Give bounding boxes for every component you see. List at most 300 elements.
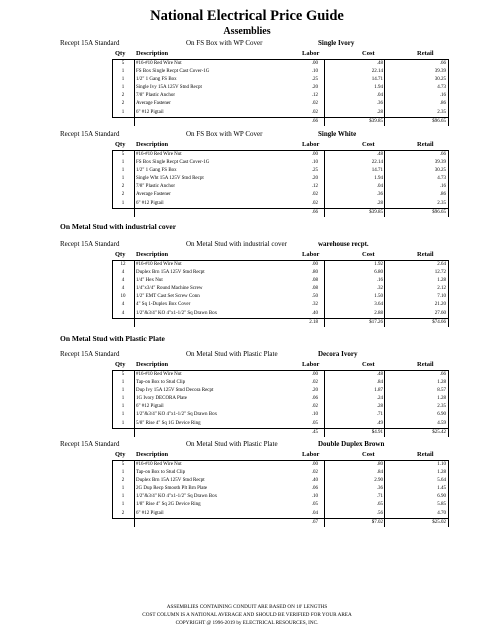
column-header-description: Description bbox=[136, 141, 169, 148]
labor-cell: .25 bbox=[311, 168, 318, 174]
labor-cell: .08 bbox=[311, 278, 318, 284]
qty-cell: 4 bbox=[121, 286, 125, 292]
table-row bbox=[112, 159, 449, 167]
table-header bbox=[112, 361, 449, 371]
cost-cell: .36 bbox=[376, 486, 383, 492]
column-header-retail: Retail bbox=[417, 141, 434, 148]
description-cell: 7/8" Plastic Anchor bbox=[136, 93, 175, 99]
qty-cell: 1 bbox=[121, 404, 125, 410]
column-header-labor: Labor bbox=[302, 361, 320, 368]
retail-cell: 2.12 bbox=[437, 286, 446, 292]
labor-cell: .80 bbox=[311, 270, 318, 276]
retail-cell: 5.64 bbox=[437, 478, 446, 484]
device-color: Single Ivory bbox=[318, 39, 355, 47]
qty-cell: 4 bbox=[121, 302, 125, 308]
table-row bbox=[112, 200, 449, 208]
cost-cell: 2.88 bbox=[374, 310, 383, 316]
table-row bbox=[112, 60, 449, 68]
column-divider bbox=[134, 60, 135, 126]
labor-cell: .10 bbox=[311, 160, 318, 166]
assembly-table bbox=[112, 50, 449, 126]
table-header bbox=[112, 50, 449, 60]
labor-cell: .00 bbox=[311, 61, 318, 66]
column-divider bbox=[384, 371, 385, 437]
cost-cell: .32 bbox=[376, 286, 383, 292]
column-header-qty: Qty bbox=[115, 50, 126, 57]
labor-total: 2.18 bbox=[309, 319, 318, 325]
column-header-cost: Cost bbox=[362, 451, 375, 458]
labor-cell: .25 bbox=[311, 77, 318, 83]
labor-cell: .12 bbox=[311, 93, 318, 99]
qty-cell: 2 bbox=[121, 93, 125, 99]
table-row bbox=[112, 501, 449, 509]
cost-cell: 1.94 bbox=[374, 176, 383, 182]
page-subtitle: Assemblies bbox=[223, 26, 271, 37]
column-divider bbox=[324, 151, 325, 217]
labor-total: .66 bbox=[311, 209, 318, 215]
column-divider bbox=[384, 60, 385, 126]
table-row bbox=[112, 109, 449, 117]
cost-cell: .04 bbox=[376, 93, 383, 99]
cost-cell: 3.64 bbox=[374, 302, 383, 308]
table-row bbox=[112, 371, 449, 379]
retail-cell: 4.70 bbox=[437, 510, 446, 516]
qty-cell: 10 bbox=[120, 294, 126, 300]
table-row bbox=[112, 420, 449, 428]
description-cell: 6" #12 Pigtail bbox=[136, 109, 164, 115]
description-cell: 6" #12 Pigtail bbox=[136, 200, 164, 206]
labor-cell: .02 bbox=[311, 380, 318, 386]
column-header-cost: Cost bbox=[362, 141, 375, 148]
assembly-table bbox=[112, 361, 449, 437]
retail-cell: 6.90 bbox=[437, 494, 446, 500]
device-color: warehouse recpt. bbox=[318, 240, 369, 248]
cost-total: $4.91 bbox=[371, 429, 383, 435]
labor-cell: .00 bbox=[311, 152, 318, 157]
column-divider bbox=[384, 151, 385, 217]
cost-cell: .28 bbox=[376, 404, 383, 410]
cost-cell: .36 bbox=[376, 192, 383, 198]
description-cell: 1/2" 1 Gang FS Box bbox=[136, 77, 177, 83]
description-cell: 1/2"&3/4" KO 4"x1-1/2" Sq Drawn Box bbox=[136, 310, 218, 316]
table-row bbox=[112, 84, 449, 92]
qty-cell: 2 bbox=[121, 101, 125, 107]
table-row bbox=[112, 269, 449, 277]
labor-cell: .06 bbox=[311, 486, 318, 492]
labor-cell: .04 bbox=[311, 510, 318, 516]
qty-cell: 1 bbox=[121, 85, 125, 91]
cost-cell: .16 bbox=[376, 278, 383, 284]
qty-cell: 1 bbox=[121, 109, 125, 115]
assembly-table bbox=[112, 141, 449, 217]
cost-cell: .49 bbox=[376, 420, 383, 426]
labor-cell: .40 bbox=[311, 310, 318, 316]
column-divider bbox=[448, 60, 449, 126]
retail-cell: .86 bbox=[439, 101, 446, 107]
qty-cell: 1 bbox=[121, 494, 125, 500]
description-cell: 1/2" EMT Cast Set Screw Conn bbox=[136, 294, 200, 300]
column-header-retail: Retail bbox=[417, 451, 434, 458]
table-body bbox=[112, 461, 449, 518]
table-body bbox=[112, 151, 449, 208]
retail-total: $25.42 bbox=[432, 429, 446, 435]
table-row bbox=[112, 175, 449, 183]
cost-cell: 1.94 bbox=[374, 85, 383, 91]
description-cell: Tap-on Box to Stud Clip bbox=[136, 380, 186, 386]
column-header-qty: Qty bbox=[115, 251, 126, 258]
cost-cell: .48 bbox=[376, 152, 383, 157]
retail-cell: 2.35 bbox=[437, 109, 446, 115]
cost-cell: .84 bbox=[376, 380, 383, 386]
column-divider bbox=[134, 461, 135, 527]
section-title: On Metal Stud with industrial cover bbox=[60, 222, 177, 231]
table-row bbox=[112, 68, 449, 76]
retail-cell: 27.60 bbox=[434, 310, 446, 316]
table-row bbox=[112, 461, 449, 469]
column-header-labor: Labor bbox=[302, 451, 320, 458]
cost-cell: 1.87 bbox=[374, 388, 383, 394]
qty-cell: 4 bbox=[121, 278, 125, 284]
table-header bbox=[112, 251, 449, 261]
retail-cell: 5.85 bbox=[437, 502, 446, 508]
table-row bbox=[112, 183, 449, 191]
device-color: Single White bbox=[318, 130, 357, 138]
labor-cell: .02 bbox=[311, 200, 318, 206]
labor-cell: .10 bbox=[311, 69, 318, 75]
cost-total: $17.26 bbox=[369, 319, 383, 325]
column-divider bbox=[448, 371, 449, 437]
retail-cell: 7.10 bbox=[437, 294, 446, 300]
device-color: Double Duplex Brown bbox=[318, 440, 385, 448]
table-row bbox=[112, 411, 449, 419]
description-cell: 1/2"&3/4" KO 4"x1-1/2" Sq Drawn Box bbox=[136, 494, 218, 500]
cost-total: $7.02 bbox=[371, 519, 383, 525]
receptacle-type: Recept 15A Standard bbox=[60, 440, 120, 448]
totals-row bbox=[112, 518, 449, 527]
labor-cell: .02 bbox=[311, 470, 318, 476]
table-body bbox=[112, 371, 449, 428]
retail-cell: 2.64 bbox=[437, 262, 446, 267]
column-header-retail: Retail bbox=[417, 251, 434, 258]
retail-total: $96.65 bbox=[432, 209, 446, 215]
qty-cell: 5 bbox=[121, 152, 125, 157]
table-row bbox=[112, 100, 449, 108]
labor-cell: .05 bbox=[311, 420, 318, 426]
column-divider bbox=[112, 151, 113, 208]
retail-cell: 4.73 bbox=[437, 85, 446, 91]
retail-cell: 39.39 bbox=[434, 160, 446, 166]
cost-cell: .71 bbox=[376, 412, 383, 418]
column-header-retail: Retail bbox=[417, 361, 434, 368]
totals-row bbox=[112, 428, 449, 437]
cost-cell: .24 bbox=[376, 396, 383, 402]
qty-cell: 1 bbox=[121, 69, 125, 75]
retail-cell: .86 bbox=[439, 192, 446, 198]
cost-cell: .56 bbox=[376, 510, 383, 516]
labor-cell: .02 bbox=[311, 192, 318, 198]
labor-cell: .02 bbox=[311, 404, 318, 410]
column-header-description: Description bbox=[136, 451, 169, 458]
labor-cell: .08 bbox=[311, 286, 318, 292]
qty-cell: 1 bbox=[121, 388, 125, 394]
description-cell: Single Wht 15A 125V Stnd Recpt bbox=[136, 176, 204, 182]
footer-line-2: COST COLUMN IS A NATIONAL AVERAGE AND SHOULD BE VERIFIED FOR YOUR AREA bbox=[142, 612, 352, 618]
description-cell: 2G Dup Recp Smooth Plt Brn Plate bbox=[136, 486, 208, 492]
retail-cell: 2.35 bbox=[437, 404, 446, 410]
mounting-type: On FS Box with WP Cover bbox=[186, 130, 263, 138]
table-header bbox=[112, 451, 449, 461]
qty-cell: 4 bbox=[121, 310, 125, 316]
cost-cell: .36 bbox=[376, 101, 383, 107]
qty-cell: 2 bbox=[121, 478, 125, 484]
description-cell: #16-#10 Red Wire Nut bbox=[136, 462, 182, 467]
column-divider bbox=[112, 461, 113, 518]
assembly-table bbox=[112, 451, 449, 527]
cost-cell: .84 bbox=[376, 470, 383, 476]
retail-cell: 12.72 bbox=[434, 270, 446, 276]
labor-cell: .02 bbox=[311, 109, 318, 115]
retail-cell: 30.25 bbox=[434, 77, 446, 83]
cost-cell: 6.80 bbox=[374, 270, 383, 276]
section-title: On Metal Stud with Plastic Plate bbox=[60, 334, 165, 343]
cost-cell: 1.92 bbox=[374, 262, 383, 267]
labor-cell: .10 bbox=[311, 412, 318, 418]
retail-cell: 21.20 bbox=[434, 302, 446, 308]
labor-cell: .20 bbox=[311, 388, 318, 394]
table-row bbox=[112, 469, 449, 477]
cost-cell: 1.50 bbox=[374, 294, 383, 300]
column-header-cost: Cost bbox=[362, 361, 375, 368]
labor-cell: .05 bbox=[311, 502, 318, 508]
cost-cell: .71 bbox=[376, 494, 383, 500]
retail-cell: 2.35 bbox=[437, 200, 446, 206]
description-cell: 4" Sq 1-Duplex Box Cover bbox=[136, 302, 191, 308]
table-row bbox=[112, 76, 449, 84]
qty-cell: 1 bbox=[121, 176, 125, 182]
table-row bbox=[112, 477, 449, 485]
mounting-type: On Metal Stud with Plastic Plate bbox=[186, 350, 278, 358]
description-cell: #16-#10 Red Wire Nut bbox=[136, 61, 182, 66]
retail-cell: 8.57 bbox=[437, 388, 446, 394]
totals-row bbox=[112, 117, 449, 126]
description-cell: 1/2" 1 Gang FS Box bbox=[136, 168, 177, 174]
column-divider bbox=[134, 151, 135, 217]
table-row bbox=[112, 261, 449, 269]
labor-cell: .06 bbox=[311, 396, 318, 402]
description-cell: 5/8" Rise 4" Sq 1G Device Ring bbox=[136, 420, 201, 426]
table-row bbox=[112, 403, 449, 411]
description-cell: Dup Ivy 15A 125V Stnd Decora Recpt bbox=[136, 388, 214, 394]
description-cell: 1/2"&3/4" KO 4"x1-1/2" Sq Drawn Box bbox=[136, 412, 218, 418]
retail-total: $74.66 bbox=[432, 319, 446, 325]
cost-cell: 2.90 bbox=[374, 478, 383, 484]
column-header-qty: Qty bbox=[115, 451, 126, 458]
receptacle-type: Recept 15A Standard bbox=[60, 350, 120, 358]
retail-cell: 6.90 bbox=[437, 412, 446, 418]
column-divider bbox=[448, 461, 449, 527]
column-header-cost: Cost bbox=[362, 251, 375, 258]
column-divider bbox=[324, 261, 325, 327]
labor-cell: .40 bbox=[311, 478, 318, 484]
description-cell: Duplex Brn 15A 125V Stnd Recpt bbox=[136, 478, 205, 484]
column-header-description: Description bbox=[136, 50, 169, 57]
retail-cell: 1.10 bbox=[437, 462, 446, 467]
description-cell: Duplex Brn 15A 125V Stnd Recpt bbox=[136, 270, 205, 276]
cost-total: $39.85 bbox=[369, 209, 383, 215]
table-row bbox=[112, 285, 449, 293]
retail-cell: .66 bbox=[439, 61, 446, 66]
labor-cell: .10 bbox=[311, 494, 318, 500]
column-divider bbox=[112, 261, 113, 318]
qty-cell: 1 bbox=[121, 77, 125, 83]
qty-cell: 1 bbox=[121, 502, 125, 508]
retail-total: $25.02 bbox=[432, 519, 446, 525]
labor-cell: .32 bbox=[311, 302, 318, 308]
table-row bbox=[112, 493, 449, 501]
qty-cell: 1 bbox=[121, 470, 125, 476]
column-header-description: Description bbox=[136, 361, 169, 368]
labor-cell: .00 bbox=[311, 372, 318, 377]
column-header-description: Description bbox=[136, 251, 169, 258]
qty-cell: 1 bbox=[121, 420, 125, 426]
description-cell: 1/4" Hex Nut bbox=[136, 278, 163, 284]
column-divider bbox=[324, 371, 325, 437]
column-header-retail: Retail bbox=[417, 50, 434, 57]
column-divider bbox=[112, 371, 113, 428]
description-cell: Single Ivy 15A 125V Stnd Recpt bbox=[136, 85, 202, 91]
description-cell: #16-#10 Red Wire Nut bbox=[136, 152, 182, 157]
cost-cell: .28 bbox=[376, 200, 383, 206]
mounting-type: On Metal Stud with industrial cover bbox=[186, 240, 287, 248]
qty-cell: 1 bbox=[121, 160, 125, 166]
column-divider bbox=[134, 371, 135, 437]
column-divider bbox=[384, 261, 385, 327]
labor-cell: .00 bbox=[311, 262, 318, 267]
labor-cell: .20 bbox=[311, 85, 318, 91]
labor-total: .66 bbox=[311, 118, 318, 124]
cost-cell: .04 bbox=[376, 184, 383, 190]
retail-cell: 1.28 bbox=[437, 278, 446, 284]
description-cell: FS Box Single Recpt Cast Cover-1G bbox=[136, 69, 210, 75]
cost-total: $39.85 bbox=[369, 118, 383, 124]
description-cell: Average Fastener bbox=[136, 101, 171, 107]
column-divider bbox=[134, 261, 135, 327]
cost-cell: .48 bbox=[376, 372, 383, 377]
column-header-labor: Labor bbox=[302, 251, 320, 258]
receptacle-type: Recept 15A Standard bbox=[60, 39, 120, 47]
table-row bbox=[112, 310, 449, 318]
table-body bbox=[112, 60, 449, 117]
column-header-qty: Qty bbox=[115, 141, 126, 148]
retail-cell: 1.28 bbox=[437, 380, 446, 386]
qty-cell: 1 bbox=[121, 200, 125, 206]
retail-cell: .16 bbox=[439, 184, 446, 190]
cost-cell: 22.14 bbox=[371, 69, 383, 75]
cost-cell: .28 bbox=[376, 109, 383, 115]
description-cell: 1/8" Rise 4" Sq 2G Device Ring bbox=[136, 502, 201, 508]
description-cell: FS Box Single Recpt Cast Cover-1G bbox=[136, 160, 210, 166]
column-header-cost: Cost bbox=[362, 50, 375, 57]
retail-cell: .66 bbox=[439, 372, 446, 377]
column-divider bbox=[112, 60, 113, 117]
labor-total: .67 bbox=[311, 519, 318, 525]
labor-cell: .00 bbox=[311, 462, 318, 467]
description-cell: 6" #12 Pigtail bbox=[136, 404, 164, 410]
description-cell: 7/8" Plastic Anchor bbox=[136, 184, 175, 190]
totals-row bbox=[112, 208, 449, 217]
mounting-type: On Metal Stud with Plastic Plate bbox=[186, 440, 278, 448]
column-header-labor: Labor bbox=[302, 50, 320, 57]
description-cell: #16-#10 Red Wire Nut bbox=[136, 372, 182, 377]
table-row bbox=[112, 92, 449, 100]
qty-cell: 2 bbox=[121, 510, 125, 516]
cost-cell: .48 bbox=[376, 61, 383, 66]
labor-cell: .12 bbox=[311, 184, 318, 190]
cost-cell: 14.71 bbox=[371, 77, 383, 83]
retail-cell: 30.25 bbox=[434, 168, 446, 174]
cost-cell: 22.14 bbox=[371, 160, 383, 166]
table-row bbox=[112, 301, 449, 309]
qty-cell: 2 bbox=[121, 184, 125, 190]
table-row bbox=[112, 293, 449, 301]
labor-cell: .20 bbox=[311, 176, 318, 182]
qty-cell: 5 bbox=[121, 372, 125, 377]
retail-cell: 4.59 bbox=[437, 420, 446, 426]
retail-cell: 39.39 bbox=[434, 69, 446, 75]
cost-cell: .80 bbox=[376, 462, 383, 467]
receptacle-type: Recept 15A Standard bbox=[60, 240, 120, 248]
column-header-labor: Labor bbox=[302, 141, 320, 148]
table-row bbox=[112, 191, 449, 199]
description-cell: 6" #12 Pigtail bbox=[136, 510, 164, 516]
qty-cell: 1 bbox=[121, 486, 125, 492]
mounting-type: On FS Box with WP Cover bbox=[186, 39, 263, 47]
cost-cell: .65 bbox=[376, 502, 383, 508]
labor-cell: .02 bbox=[311, 101, 318, 107]
description-cell: Tap-on Box to Stud Clip bbox=[136, 470, 186, 476]
description-cell: Average Fastener bbox=[136, 192, 171, 198]
table-row bbox=[112, 167, 449, 175]
column-divider bbox=[324, 461, 325, 527]
table-row bbox=[112, 151, 449, 159]
page-title: National Electrical Price Guide bbox=[150, 8, 344, 24]
assembly-table bbox=[112, 251, 449, 327]
column-divider bbox=[324, 60, 325, 126]
column-divider bbox=[448, 151, 449, 217]
qty-cell: 1 bbox=[121, 396, 125, 402]
footer-line-1: ASSEMBLIES CONTAINING CONDUIT ARE BASED ON 10' LENGTHS bbox=[166, 604, 328, 610]
table-row bbox=[112, 485, 449, 493]
receptacle-type: Recept 15A Standard bbox=[60, 130, 120, 138]
retail-cell: 1.28 bbox=[437, 470, 446, 476]
retail-cell: 1.28 bbox=[437, 396, 446, 402]
description-cell: 1/4"x3/4" Round Machine Screw bbox=[136, 286, 203, 292]
table-row bbox=[112, 510, 449, 518]
retail-cell: .16 bbox=[439, 93, 446, 99]
totals-row bbox=[112, 318, 449, 327]
table-row bbox=[112, 277, 449, 285]
qty-cell: 2 bbox=[121, 192, 125, 198]
footer-line-3: COPYRIGHT @ 1996-2019 by ELECTRICAL RESOURCES, INC. bbox=[175, 620, 319, 626]
column-divider bbox=[384, 461, 385, 527]
retail-total: $96.65 bbox=[432, 118, 446, 124]
qty-cell: 4 bbox=[121, 270, 125, 276]
qty-cell: 1 bbox=[121, 380, 125, 386]
device-color: Decora Ivory bbox=[318, 350, 358, 358]
labor-cell: .50 bbox=[311, 294, 318, 300]
labor-total: .45 bbox=[311, 429, 318, 435]
column-divider bbox=[448, 261, 449, 327]
